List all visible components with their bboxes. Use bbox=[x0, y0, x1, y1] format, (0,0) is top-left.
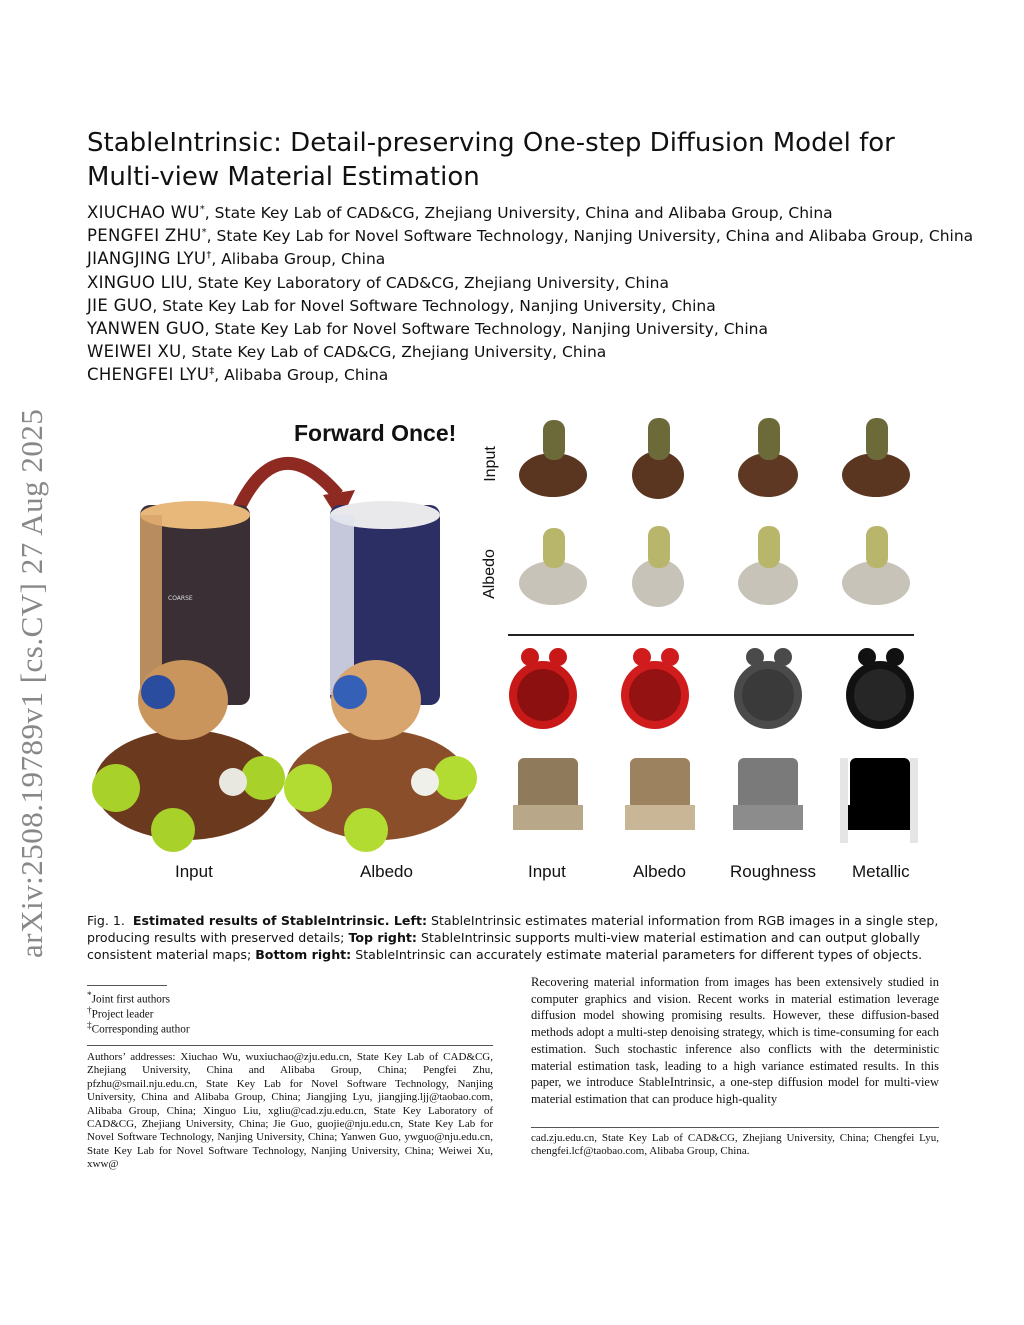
label-left-input: Input bbox=[175, 862, 213, 881]
label-bottom-albedo: Albedo bbox=[633, 862, 686, 881]
arxiv-stamp: arXiv:2508.19789v1 [cs.CV] 27 Aug 2025 bbox=[14, 408, 49, 958]
author-line: JIE GUO, State Key Lab for Novel Software Technology, Nanjing University, China bbox=[87, 296, 716, 315]
forward-once-text: Forward Once! bbox=[294, 420, 457, 446]
teaser-figure bbox=[88, 400, 938, 890]
author-addresses-continued: cad.zju.edu.cn, State Key Lab of CAD&CG, Zhejiang University, China; Chengfei Lyu, chengfei.lcf@taobao.com, Alibaba Group, China. bbox=[531, 1132, 939, 1158]
author-line: XIUCHAO WU*, State Key Lab of CAD&CG, Zhejiang University, China and Alibaba Group, China bbox=[87, 203, 833, 222]
cactus-albedo-row bbox=[519, 526, 910, 607]
address-rule bbox=[87, 1045, 493, 1046]
footnote: *Joint first authors bbox=[87, 991, 170, 1006]
abstract-text: Recovering material information from images has been extensively studied in computer graphics and vision. Recent works in material estimation leverage diffusion model showing promising results. However, these diffusion-based methods adopt a multi-step denoising strategy, which is time-consuming for each estimation. Such stochastic inference also conflicts with the deterministic material estimation task, leading to a high variance estimated results. In this paper, we introduce StableIntrinsic, a one-step diffusion model for multi-view material estimation that can produce high-quality bbox=[531, 975, 939, 1106]
label-left-albedo: Albedo bbox=[360, 862, 413, 881]
author-line: XINGUO LIU, State Key Laboratory of CAD&CG, Zhejiang University, China bbox=[87, 273, 669, 292]
footnote: ‡Corresponding author bbox=[87, 1021, 190, 1036]
label-bottom-metallic: Metallic bbox=[852, 862, 910, 881]
figure-caption: Fig. 1. Estimated results of StableIntrinsic. Left: StableIntrinsic estimates material information from RGB images in a single step, producing results with preserved details; Top right: StableIntrinsic supports multi-view material estimation and can output globally consistent material maps; Bottom right: StableIntrinsic can accurately estimate material parameters for different types of objects. bbox=[87, 913, 939, 962]
clock-row bbox=[509, 648, 914, 729]
footnote-rule bbox=[87, 985, 167, 986]
author-line: YANWEN GUO, State Key Lab for Novel Software Technology, Nanjing University, China bbox=[87, 319, 768, 338]
cactus-input-row bbox=[519, 418, 910, 499]
albedo-toy bbox=[284, 660, 477, 852]
author-line: JIANGJING LYU†, Alibaba Group, China bbox=[87, 249, 386, 268]
label-bottom-input: Input bbox=[528, 862, 566, 881]
author-addresses: Authors’ addresses: Xiuchao Wu, wuxiuchao@zju.edu.cn, State Key Lab of CAD&CG, Zhejiang University, China and Alibaba Group, China; Pengfei Zhu, pfzhu@smail.nju.edu.cn, State Key Lab for Novel Software Technology, Nanjing University, China and Alibaba Group, China; Jiangjing Lyu, jiangjing.ljj@taobao.com, Alibaba Group, China; Xinguo Liu, xgliu@cad.zju.edu.cn, State Key Laboratory of CAD&CG, Zhejiang University, China; Jie Guo, guojie@nju.edu.cn, State Key Lab for Novel Software Technology, Nanjing University, China; Yanwen Guo, ywguo@nju.edu.cn, State Key Lab for Novel Software Technology, Nanjing University, China; Weiwei Xu, xww@ bbox=[87, 1051, 493, 1171]
author-line: CHENGFEI LYU‡, Alibaba Group, China bbox=[87, 365, 389, 384]
paper-title: StableIntrinsic: Detail-preserving One-step Diffusion Model for Multi-view Material Estimation bbox=[87, 128, 895, 192]
address-cont-rule bbox=[531, 1127, 939, 1128]
author-line: PENGFEI ZHU*, State Key Lab for Novel Software Technology, Nanjing University, China and Alibaba Group, China bbox=[87, 226, 974, 245]
footnote: †Project leader bbox=[87, 1006, 154, 1021]
input-toy bbox=[92, 660, 285, 852]
figure-graphic bbox=[88, 400, 938, 890]
can-label-text: COARSE bbox=[168, 595, 193, 602]
forward-arrow-icon bbox=[238, 463, 338, 510]
row-label-input: Input bbox=[482, 446, 499, 482]
row-label-albedo: Albedo bbox=[481, 549, 498, 599]
author-line: WEIWEI XU, State Key Lab of CAD&CG, Zhejiang University, China bbox=[87, 342, 607, 361]
chair-row bbox=[513, 758, 918, 843]
label-bottom-roughness: Roughness bbox=[730, 862, 817, 881]
